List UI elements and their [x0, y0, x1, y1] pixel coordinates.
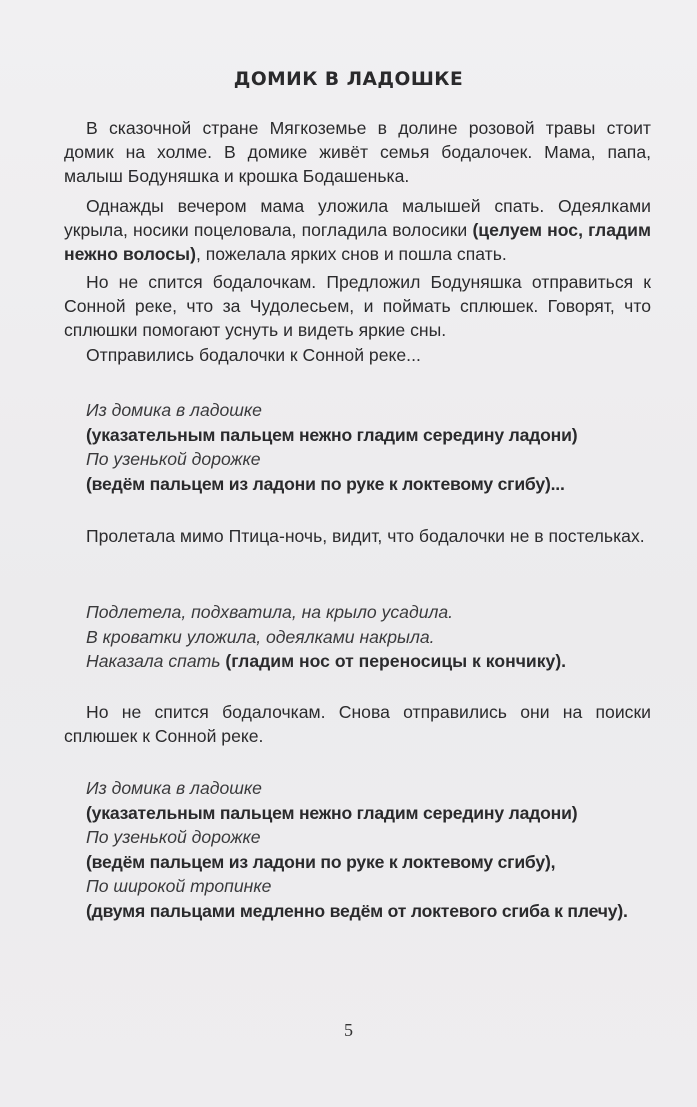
paragraph-4: [64, 343, 651, 367]
verse-line: По узенькой дорожке: [86, 827, 261, 848]
paragraph-text: Но не спится бодалочкам. Предложил Бодуняшка отправиться к Сонной реке, что за Чудолесьем, и поймать сплюшек. Говорят, что сплюшки помогают уснуть и видеть яркие сны.: [64, 272, 651, 341]
paragraph-text: Но не спится бодалочкам. Снова отправились они на поиски сплюшек к Сонной реке.: [64, 702, 651, 747]
page-number: 5: [344, 1020, 353, 1040]
verse-2: [86, 600, 666, 674]
page-title: ДОМИК В ЛАДОШКЕ: [233, 68, 464, 90]
verse-line: В кроватки уложила, одеялками накрыла.: [86, 626, 435, 647]
paragraph-text: Однажды вечером мама уложила малышей спать. Одеялками укрыла, носики поцеловала, погладила волосики: [64, 196, 651, 241]
verse-instruction: (гладим нос от переносицы к кончику).: [225, 651, 567, 672]
verse-instruction: (ведём пальцем из ладони по руке к локтевому сгибу)...: [86, 473, 565, 494]
verse-line: Из домика в ладошке: [86, 778, 262, 798]
paragraph-6: [64, 700, 651, 748]
paragraph-text: Пролетала мимо Птица-ночь, видит, что бодалочки не в постельках.: [86, 526, 645, 546]
verse-line: По узенькой дорожке: [86, 449, 261, 470]
verse-instruction: (указательным пальцем нежно гладим середину ладони): [86, 424, 578, 445]
paragraph-text-end: , пожелала ярких снов и пошла спать.: [195, 244, 507, 265]
verse-line-mixed: [86, 649, 666, 674]
paragraph-5: [64, 524, 651, 548]
paragraph-text: Отправились бодалочки к Сонной реке...: [86, 345, 421, 365]
verse-3: [86, 776, 666, 924]
paragraph-3: [64, 270, 651, 343]
verse-instruction: (двумя пальцами медленно ведём от локтевого сгиба к плечу).: [86, 900, 628, 921]
paragraph-2: [64, 194, 651, 267]
verse-italic: Наказала спать: [86, 651, 226, 672]
verse-instruction: (ведём пальцем из ладони по руке к локтевому сгибу),: [86, 851, 556, 872]
verse-1: [86, 398, 666, 496]
verse-line: По широкой тропинке: [86, 876, 272, 897]
paragraph-1: В сказочной стране Мягкоземье в долине розовой травы стоит домик на холме. В домике живёт семья бодалочек. Мама, папа, малыш Бодуняшка и крошка Бодашенька.: [64, 118, 651, 187]
verse-line: Из домика в ладошке: [86, 400, 262, 420]
verse-line: Подлетела, подхватила, на крыло усадила.: [86, 602, 454, 622]
instruction-bold: (целуем нос, гладим нежно волосы): [64, 220, 651, 265]
verse-instruction: (указательным пальцем нежно гладим середину ладони): [86, 802, 578, 823]
